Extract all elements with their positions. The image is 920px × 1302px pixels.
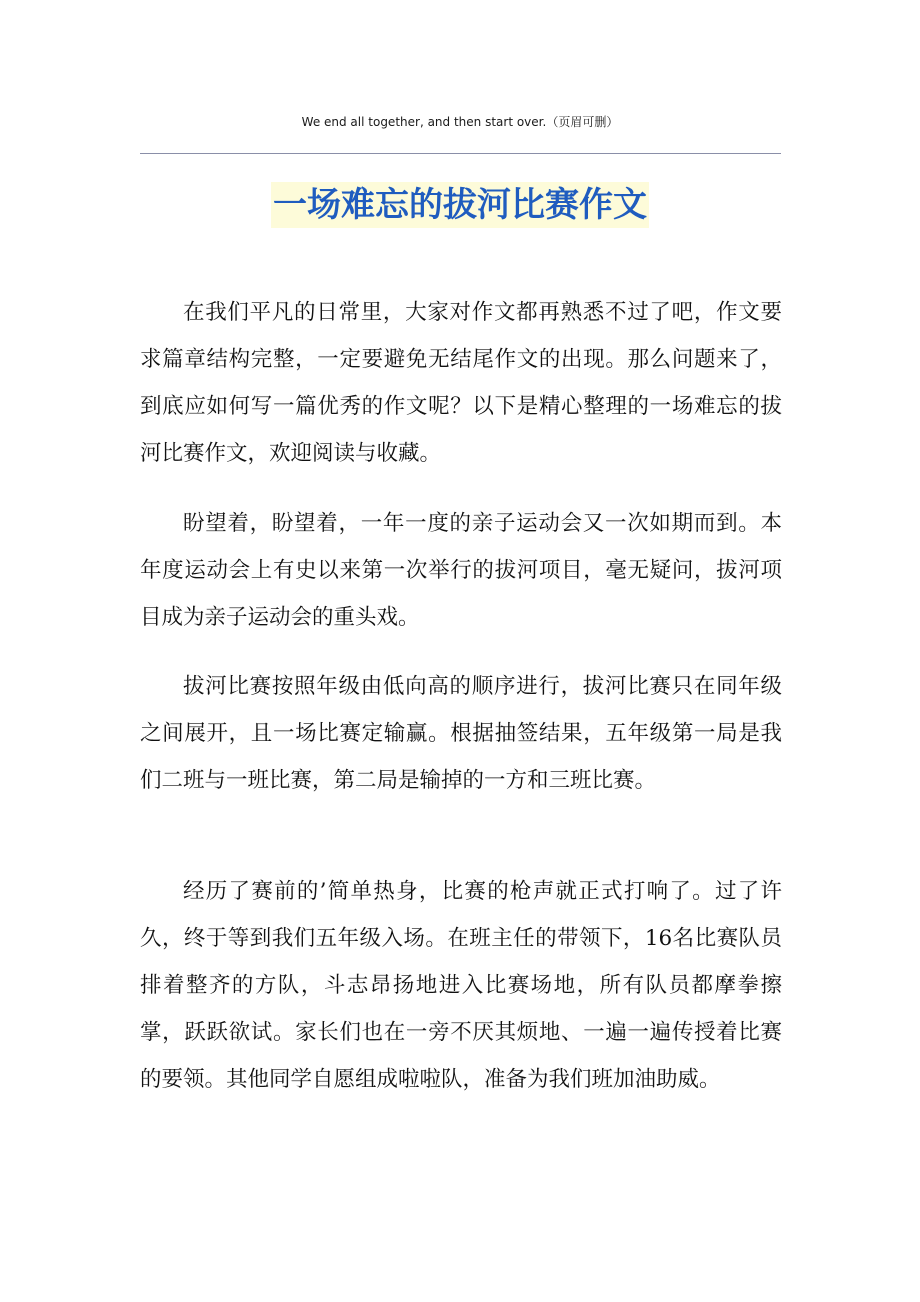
paragraph-block-2	[140, 500, 782, 641]
paragraph: 盼望着，盼望着，一年一度的亲子运动会又一次如期而到。本年度运动会上有史以来第一次举行的拔河项目，毫无疑问，拔河项目成为亲子运动会的重头戏。	[140, 511, 782, 630]
document-title: 一场难忘的拔河比赛作文	[271, 182, 649, 228]
page-header: We end all together, and then start over.（页眉可删）	[301, 115, 619, 129]
title-container	[0, 182, 920, 228]
paragraph-block-1	[140, 289, 782, 477]
paragraph-block-4	[140, 868, 782, 1103]
paragraph-block-3	[140, 663, 782, 804]
header-divider	[140, 153, 781, 154]
paragraph: 经历了赛前的’简单热身，比赛的枪声就正式打响了。过了许久，终于等到我们五年级入场。在班主任的带领下，16名比赛队员排着整齐的方队，斗志昂扬地进入比赛场地，所有队员都摩拳擦掌，跃跃欲试。家长们也在一旁不厌其烦地、一遍一遍传授着比赛的要领。其他同学自愿组成啦啦队，准备为我们班加油助威。	[140, 879, 782, 1092]
paragraph: 拔河比赛按照年级由低向高的顺序进行，拔河比赛只在同年级之间展开，且一场比赛定输赢。根据抽签结果，五年级第一局是我们二班与一班比赛，第二局是输掉的一方和三班比赛。	[140, 674, 782, 793]
paragraph: 在我们平凡的日常里，大家对作文都再熟悉不过了吧，作文要求篇章结构完整，一定要避免无结尾作文的出现。那么问题来了，到底应如何写一篇优秀的作文呢？以下是精心整理的一场难忘的拔河比赛作文，欢迎阅读与收藏。	[140, 300, 782, 466]
